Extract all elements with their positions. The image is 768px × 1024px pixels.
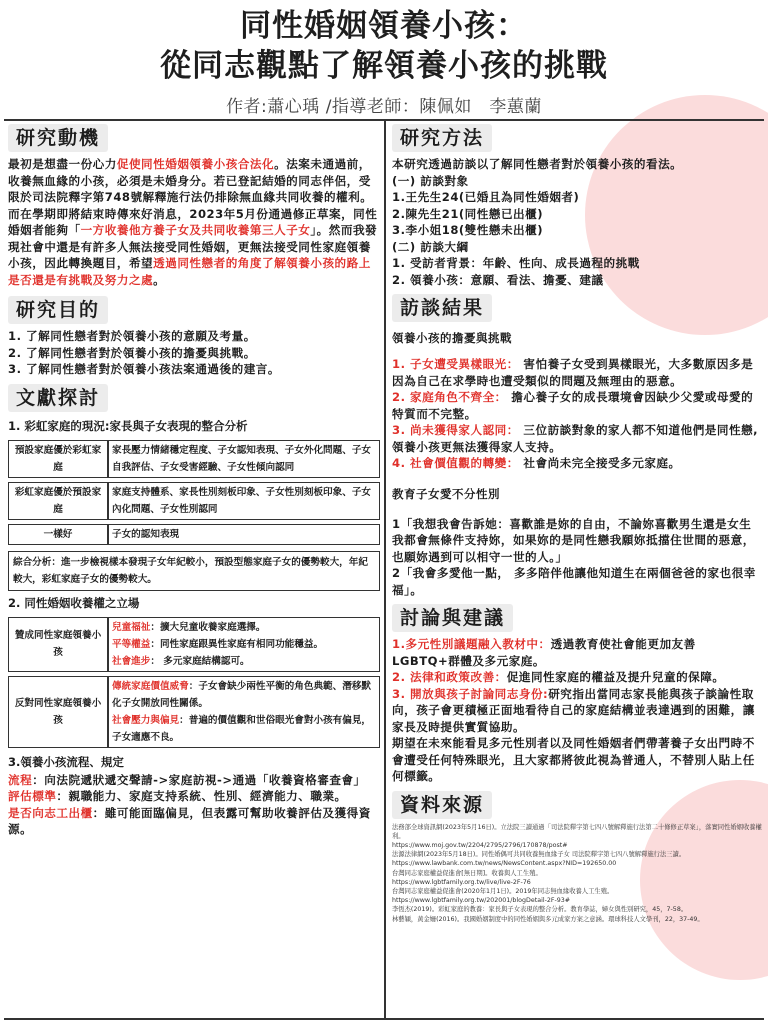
section-title-method: 研究方法 — [392, 124, 492, 152]
adoption-process — [8, 772, 380, 838]
discussion-item — [392, 669, 762, 686]
row-label: 彩虹家庭優於預設家庭 — [8, 482, 108, 520]
quote: 1「我想我會告訴她：喜歡誰是妳的自由，不論妳喜歡男生還是女生我都會無條件支持妳，如果妳的是同性戀我願妳抵擋住世間的惡意，也願妳遇到可以相守一世的人。」 — [392, 516, 755, 564]
process-item — [8, 805, 380, 838]
reference-item: 台灣同志家庭權益促進會[無日期]。收養與人工生殖。 — [392, 869, 542, 877]
method-line: 1. 受訪者背景：年齡、性向、成長過程的挑戰 — [392, 256, 640, 270]
reference-item: 台灣同志家庭權益促進會(2020年1月1日)。2019年同志無血緣收養人工生殖。 — [392, 887, 614, 895]
poster-title-line1: 同性婚姻領養小孩： — [240, 8, 528, 44]
motivation-highlight-2: 一方收養他方養子女及共同收養第三人子女 — [80, 223, 311, 237]
section-title-motivation: 研究動機 — [8, 124, 108, 152]
reference-item: 法務部全球資訊網(2023年5月16日)。立法院三讀通過「司法院釋字第七四八號解釋施行法第二十條修正草案」，落實同性婚姻收養權利。 — [392, 823, 762, 840]
stance-line — [112, 653, 376, 670]
table-row — [8, 676, 380, 748]
section-title-results: 訪談結果 — [392, 294, 492, 322]
process-text: ：親職能力、家庭支持系統、性別、經濟能力、職業。 — [56, 789, 347, 803]
motivation-text-2: 。法案未通過前，收養無血緣的小孩，必須是未婚身分。若已登記結婚的同志伴侶，受限於司法院釋字第748號解釋施行法仍排除無血緣共同收養的權利。而在學期即將結束時傳來好消息，2023年5月份通過修正草案，同性婚姻者能夠「 — [8, 157, 378, 237]
stance-line — [112, 636, 376, 653]
result-item — [392, 389, 762, 422]
motivation-text-4: 。 — [153, 272, 166, 287]
motivation-highlight-3: 透過同性戀者的角度了解領養小孩的路上是否還是有挑戰及努力之處 — [8, 256, 371, 287]
result-keyword: 2. 家庭角色不齊全： — [392, 390, 507, 404]
stance-keyword: 平等權益 — [112, 638, 151, 650]
discussion-text: 透過教育使社會能更加友善LGBTQ+群體及多元家庭。 — [392, 637, 696, 668]
discussion-item — [392, 636, 762, 669]
row-text: 子女的認知表現 — [108, 524, 380, 545]
motivation-text-3: 」。然而我發現社會中還是有許多人無法接受同性婚姻，更無法接受同性家庭領養小孩，因此轉換題目，希望 — [8, 223, 378, 270]
result-keyword: 3. 尚未獲得家人認同： — [392, 423, 519, 437]
method-line: 2. 領養小孩：意願、看法、擔憂、建議 — [392, 272, 604, 287]
stance-line — [112, 619, 376, 636]
section-title-purpose: 研究目的 — [8, 296, 108, 324]
reference-item: 法源法律網(2023年5月18日)。同性婚偶可共同收養無血緣子女 司法院釋字第七四八號解釋施行法三讀。 — [392, 851, 686, 859]
discussion-keyword: 1.多元性別議題融入教材中： — [392, 637, 551, 651]
row-text — [108, 617, 380, 672]
stance-text: ：同性家庭跟異性家庭有相同功能穩益。 — [150, 638, 324, 650]
stance-keyword: 社會進步 — [112, 655, 151, 667]
result-item — [392, 422, 762, 455]
method-line: 1.王先生24(已婚且為同性婚姻者) — [392, 190, 580, 204]
stance-keyword: 傳統家庭價值威脅 — [112, 680, 189, 692]
discussion-block — [392, 636, 762, 785]
method-intro: 本研究透過訪談以了解同性戀者對於領養小孩的看法。 — [392, 157, 683, 171]
family-comparison-table — [8, 436, 380, 549]
process-text: ：雖可能面臨偏見，但表露可幫助收養評估及獲得資源。 — [8, 805, 371, 836]
process-item — [8, 772, 380, 789]
motivation-paragraph — [8, 156, 380, 288]
row-text — [108, 676, 380, 748]
right-column — [392, 124, 762, 924]
process-keyword: 是否向志工出櫃 — [8, 805, 93, 820]
process-keyword: 流程 — [8, 772, 33, 787]
column-divider — [384, 121, 386, 1018]
authors-line: 作者:蕭心瑀 /指導老師：陳佩如 李蕙蘭 — [226, 97, 542, 117]
results-subheading-2: 教育子女愛不分性別 — [392, 486, 500, 501]
quote: 2「我會多愛他一點， 多多陪伴他讓他知道生在兩個爸爸的家也很幸福」。 — [392, 566, 756, 597]
result-keyword: 1. 子女遭受異樣眼光： — [392, 357, 519, 371]
process-keyword: 評估標準 — [8, 789, 57, 803]
reference-item: https://www.lawbank.com.tw/news/NewsContent.aspx?NID=192650.00 — [392, 860, 617, 868]
purpose-item: 1. 了解同性戀者對於領養小孩的意願及考量。 — [8, 329, 256, 343]
stance-table — [8, 613, 380, 752]
discussion-keyword: 2. 法律和政策改善： — [392, 670, 507, 684]
row-label: 一樣好 — [8, 524, 108, 545]
literature-subheading-2: 2. 同性婚姻收養權之立場 — [8, 595, 140, 610]
result-item — [392, 455, 762, 472]
left-column — [8, 124, 380, 838]
discussion-text: 研究指出當同志家長能與孩子談論性取向，孩子會更積極正面地看待自己的家庭結構並表達遇到的困難，讓家長及時提供實質協助。 — [392, 686, 755, 734]
method-line: 3.李小姐18(雙性戀未出櫃) — [392, 223, 544, 237]
reference-item: https://www.lgbtfamily.org.tw/202001/blogDetail-2F-93# — [392, 897, 571, 905]
reference-item: 李恆杰(2019)。彩虹家庭的教養：家長與子女表現的整合分析。教育學誌，婦女與性別研究，45，7-58。 — [392, 906, 688, 914]
method-block — [392, 156, 762, 288]
section-title-literature: 文獻探討 — [8, 384, 108, 412]
literature-subheading-1: 1. 彩虹家庭的現況:家長與子女表現的整合分析 — [8, 418, 248, 433]
stance-text: ：子女會缺少兩性平衡的角色典範、潛移默化子女開放同性關係。 — [112, 680, 372, 709]
references-list — [392, 823, 762, 924]
row-label: 贊成同性家庭領養小孩 — [8, 617, 108, 672]
results-subheading-1: 領養小孩的擔憂與挑戰 — [392, 331, 512, 345]
row-label: 反對同性家庭領養小孩 — [8, 676, 108, 748]
result-item — [392, 356, 762, 389]
purpose-list — [8, 328, 380, 378]
table-row — [8, 482, 380, 520]
stance-keyword: 兒童福祉 — [112, 621, 151, 633]
literature-subheading-3: 3.領養小孩流程、規定 — [8, 754, 124, 769]
row-text: 家長壓力情緒穩定程度、子女認知表現、子女外化問題、子女自我評估、子女受害經驗、子女性傾向認同 — [108, 440, 380, 478]
purpose-item: 3. 了解同性戀者對於領養小孩法案通過後的建言。 — [8, 362, 280, 376]
motivation-text-1: 最初是想盡一份心力 — [8, 157, 117, 171]
table-row — [8, 440, 380, 478]
poster-title-line2: 從同志觀點了解領養小孩的挑戰 — [160, 48, 608, 84]
results-block — [392, 330, 762, 598]
stance-text: ： 多元家庭結構認可。 — [150, 655, 250, 667]
stance-line — [112, 712, 376, 746]
row-text: 家庭支持體系、家長性別刻板印象、子女性別刻板印象、子女內化問題、子女性別認同 — [108, 482, 380, 520]
method-line: 2.陳先生21(同性戀已出櫃) — [392, 206, 544, 221]
discussion-text: 促進同性家庭的權益及提升兒童的保障。 — [506, 670, 725, 684]
stance-line — [112, 678, 376, 712]
result-text: 擔心養子女的成長環境會因缺少父愛或母愛的特質而不完整。 — [392, 390, 754, 421]
result-text: 害怕養子女受到異樣眼光，大多數原因多是因為自己在求學時也遭受類似的問題及無理由的惡意。 — [392, 357, 754, 388]
motivation-highlight-1: 促使同性婚姻領養小孩合法化 — [116, 157, 275, 171]
discussion-item — [392, 686, 762, 736]
purpose-item: 2. 了解同性戀者對於領養小孩的擔憂與挑戰。 — [8, 345, 256, 360]
result-text: 社會尚未完全接受多元家庭。 — [518, 456, 681, 470]
discussion-keyword: 3. 開放與孩子討論同志身份: — [392, 686, 549, 701]
section-title-discussion: 討論與建議 — [392, 604, 513, 632]
result-text: 三位訪談對象的家人都不知道他們是同性戀,領養小孩更無法獲得家人支持。 — [392, 423, 759, 454]
stance-text: ：普遍的價值觀和世俗眼光會對小孩有偏見，子女適應不良。 — [112, 714, 372, 743]
summary-box: 綜合分析：進一步檢視樣本發現子女年紀較小，預設型態家庭子女的優勢較大，年紀較大，彩虹家庭子女的優勢較大。 — [8, 551, 380, 591]
table-row — [8, 617, 380, 672]
method-line: (一) 訪談對象 — [392, 173, 469, 188]
process-item — [8, 788, 380, 805]
reference-item: https://www.moj.gov.tw/2204/2795/2796/170878/post# — [392, 841, 568, 849]
result-keyword: 4. 社會價值觀的轉變： — [392, 456, 519, 470]
stance-keyword: 社會壓力與偏見 — [112, 714, 180, 726]
table-row — [8, 524, 380, 545]
reference-item: 林藝穎，黃金姍(2016)。我國婚姻制度中的同性婚姻與多元成家方案之意涵。環球科技人文學刊，22，37-49。 — [392, 915, 704, 923]
bottom-divider — [4, 1018, 764, 1020]
reference-item: https://www.lgbtfamily.org.tw/live/live-2F-76 — [392, 878, 531, 886]
method-line: (二) 訪談大綱 — [392, 239, 469, 254]
discussion-closing: 期望在未來能看見多元性別者以及同性婚姻者們帶著養子女出門時不會遭受任何特殊眼光，且大家都將彼此視為普通人，不替別人貼上任何標籤。 — [392, 736, 755, 783]
row-label: 預設家庭優於彩虹家庭 — [8, 440, 108, 478]
process-text: ：向法院遞狀遞交聲請->家庭訪視->通過「收養資格審查會」 — [32, 772, 366, 787]
stance-text: ：擴大兒童收養家庭選擇。 — [150, 621, 266, 633]
section-title-references: 資料來源 — [392, 791, 492, 819]
